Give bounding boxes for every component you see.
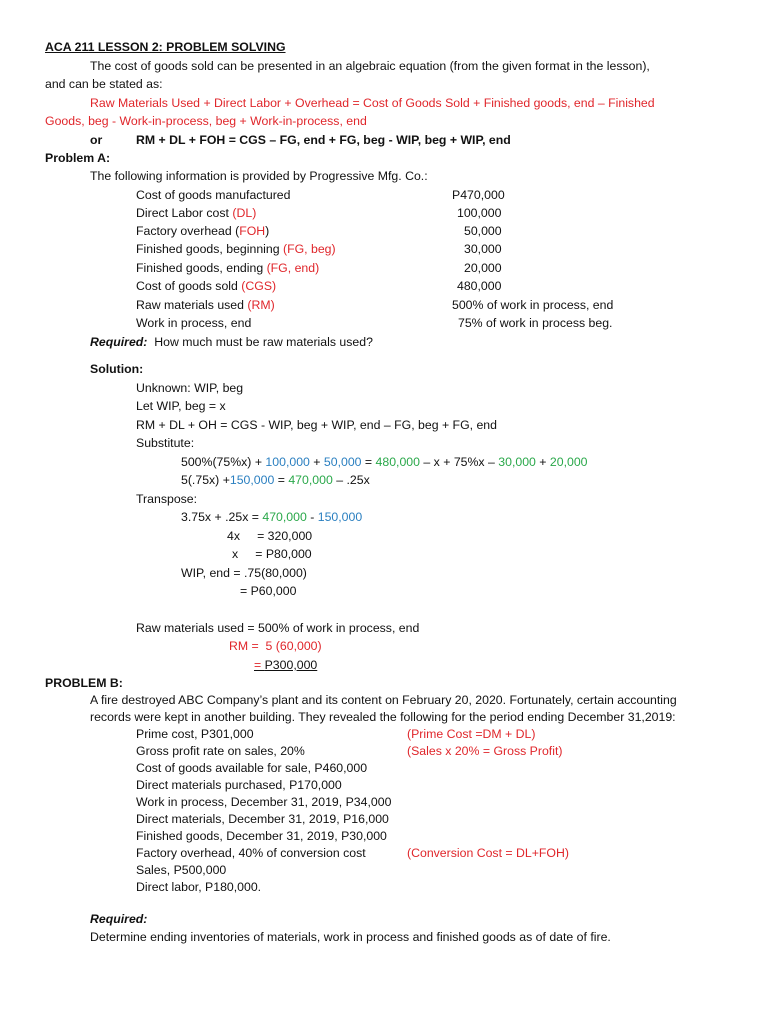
transpose-line-3: x = P80,000 — [232, 547, 312, 561]
list-item: Direct labor, P180,000. — [136, 880, 262, 894]
solution-unknown: Unknown: WIP, beg — [136, 381, 244, 395]
problem-a-intro: The following information is provided by Progressive Mfg. Co.: — [90, 169, 428, 183]
list-item-note: (Prime Cost =DM + DL) — [407, 727, 536, 741]
solution-heading: Solution: — [90, 362, 144, 376]
list-item: Finished goods, December 31, 2019, P30,000 — [136, 829, 387, 843]
problem-b-heading: PROBLEM B: — [45, 676, 123, 690]
intro-line-2: and can be stated as: — [45, 77, 163, 91]
problem-b-intro-1: A fire destroyed ABC Company’s plant and its content on February 20, 2020. Fortunately, certain accounting — [90, 693, 677, 707]
list-item: Work in process, December 31, 2019, P34,000 — [136, 795, 392, 809]
substitute-line-1: 500%(75%x) + 100,000 + 50,000 = 480,000 – x + 75%x – 30,000 + 20,000 — [181, 455, 588, 469]
solution-let: Let WIP, beg = x — [136, 399, 226, 413]
formula-abbrev: RM + DL + FOH = CGS – FG, end + FG, beg - WIP, beg + WIP, end — [136, 133, 511, 147]
list-item: Direct materials purchased, P170,000 — [136, 778, 342, 792]
list-item: Gross profit rate on sales, 20% — [136, 744, 305, 758]
rm-answer: = P300,000 — [254, 658, 318, 672]
problem-b-required-text: Determine ending inventories of materials, work in process and finished goods as of date of fire. — [90, 930, 611, 944]
transpose-line-5: = P60,000 — [240, 584, 297, 598]
table-row-value: 30,000 — [464, 242, 502, 256]
problem-b-intro-2: records were kept in another building. They revealed the following for the period ending December 31,2019: — [90, 710, 676, 724]
list-item: Prime cost, P301,000 — [136, 727, 254, 741]
table-row-value: 75% of work in process beg. — [458, 316, 613, 330]
or-label: or — [90, 133, 103, 147]
table-row-value: P470,000 — [452, 188, 505, 202]
list-item: Direct materials, December 31, 2019, P16,000 — [136, 812, 389, 826]
table-row-label: Direct Labor cost (DL) — [136, 206, 257, 220]
substitute-line-2: 5(.75x) +150,000 = 470,000 – .25x — [181, 473, 370, 487]
list-item-note: (Conversion Cost = DL+FOH) — [407, 846, 569, 860]
problem-a-heading: Problem A: — [45, 151, 111, 165]
rm-line: Raw materials used = 500% of work in process, end — [136, 621, 420, 635]
table-row-label: Cost of goods manufactured — [136, 188, 291, 202]
problem-a-required: Required: How much must be raw materials used? — [90, 335, 373, 349]
intro-line-1: The cost of goods sold can be presented in an algebraic equation (from the given format in the lesson), — [90, 59, 650, 73]
transpose-line-1: 3.75x + .25x = 470,000 - 150,000 — [181, 510, 363, 524]
table-row-label: Cost of goods sold (CGS) — [136, 279, 277, 293]
list-item: Cost of goods available for sale, P460,000 — [136, 761, 368, 775]
substitute-label: Substitute: — [136, 436, 195, 450]
transpose-line-2: 4x = 320,000 — [227, 529, 313, 543]
problem-b-required-label: Required: — [90, 912, 148, 926]
table-row-value: 480,000 — [457, 279, 502, 293]
table-row-label: Work in process, end — [136, 316, 252, 330]
list-item: Factory overhead, 40% of conversion cost — [136, 846, 366, 860]
formula-words-line-1: Raw Materials Used + Direct Labor + Overhead = Cost of Goods Sold + Finished goods, end – Finished — [90, 96, 655, 110]
table-row-value: 500% of work in process, end — [452, 298, 614, 312]
formula-words-line-2: Goods, beg - Work-in-process, beg + Work-in-process, end — [45, 114, 367, 128]
solution-equation: RM + DL + OH = CGS - WIP, beg + WIP, end – FG, beg + FG, end — [136, 418, 497, 432]
transpose-label: Transpose: — [136, 492, 198, 506]
table-row-value: 20,000 — [464, 261, 502, 275]
rm-calc: RM = 5 (60,000) — [229, 639, 322, 653]
table-row-value: 50,000 — [464, 224, 502, 238]
list-item: Sales, P500,000 — [136, 863, 227, 877]
page-title: ACA 211 LESSON 2: PROBLEM SOLVING — [45, 40, 286, 54]
list-item-note: (Sales x 20% = Gross Profit) — [407, 744, 563, 758]
transpose-line-4: WIP, end = .75(80,000) — [181, 566, 307, 580]
table-row-label: Finished goods, ending (FG, end) — [136, 261, 320, 275]
table-row-label: Raw materials used (RM) — [136, 298, 275, 312]
table-row-label: Factory overhead (FOH) — [136, 224, 270, 238]
table-row-value: 100,000 — [457, 206, 502, 220]
table-row-label: Finished goods, beginning (FG, beg) — [136, 242, 336, 256]
